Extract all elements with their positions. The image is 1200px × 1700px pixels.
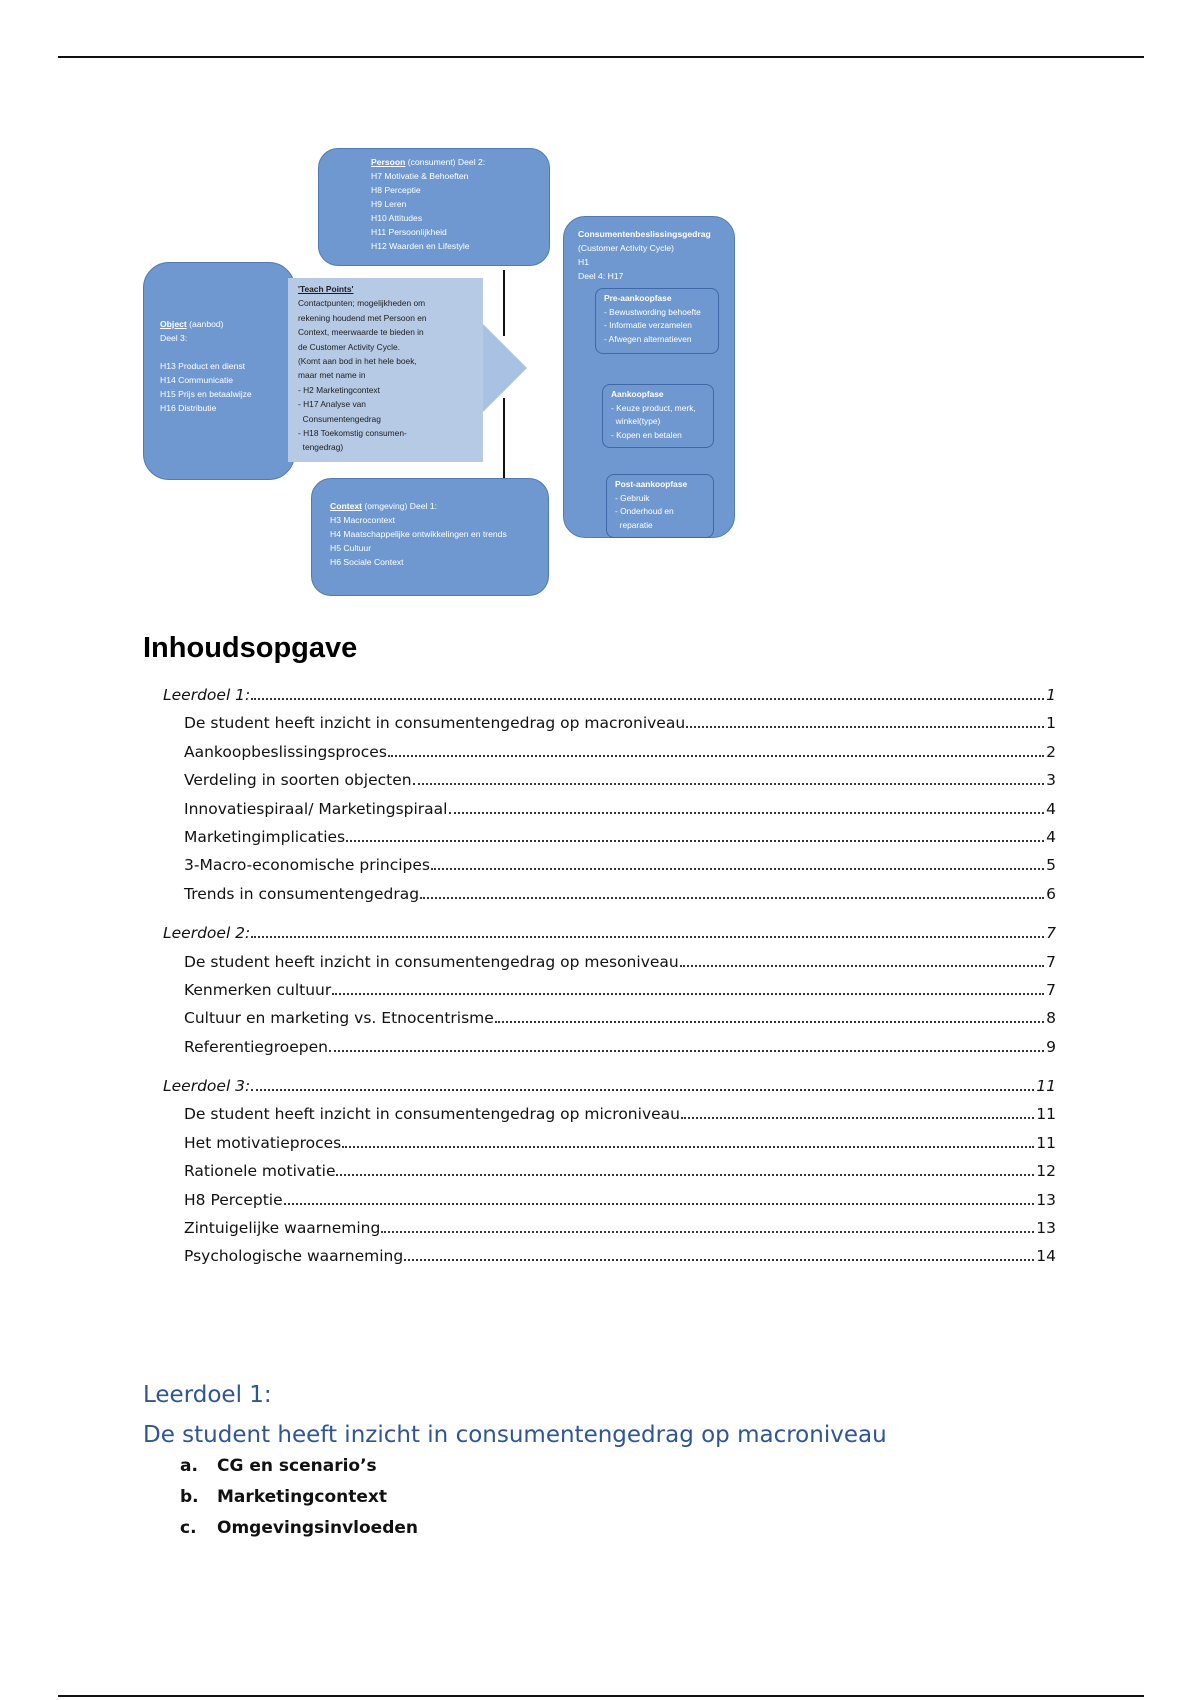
diagram-text-line: maar met name in: [298, 370, 366, 381]
list-marker: a.: [180, 1456, 198, 1476]
toc-page-number: 5: [1046, 856, 1056, 875]
diagram-text-line: H5 Cultuur: [330, 543, 372, 553]
diagram-text-line: (Customer Activity Cycle): [578, 243, 674, 253]
teach-title: 'Teach Points': [298, 284, 354, 294]
table-of-contents: [143, 686, 1056, 1276]
toc-entry-text: Leerdoel 2:: [163, 924, 251, 943]
persoon-title: Persoon: [371, 157, 406, 167]
diagram-text-line: H1: [578, 257, 589, 267]
diagram-text-line: - Gebruik: [615, 492, 650, 503]
toc-entry-text: Het motivatieproces: [184, 1133, 342, 1152]
toc-entry-text: Zintuigelijke waarneming: [184, 1219, 381, 1238]
list-text: Marketingcontext: [217, 1487, 387, 1507]
toc-page-number: 11: [1036, 1133, 1056, 1152]
toc-entry-chapter[interactable]: [143, 686, 1056, 714]
toc-entry-section[interactable]: [143, 1162, 1056, 1190]
diagram-text-line: rekening houdend met Persoon en: [298, 312, 427, 323]
toc-leader-dots: [251, 936, 1044, 938]
diagram-text-line: - Bewustwording behoefte: [604, 306, 701, 317]
toc-entry-text: 3-Macro-economische principes: [184, 856, 431, 875]
diagram-text-line: - H18 Toekomstig consumen-: [298, 428, 407, 439]
context-box: [311, 478, 549, 596]
list-text: Omgevingsinvloeden: [217, 1518, 419, 1538]
toc-entry-section[interactable]: [143, 1009, 1056, 1037]
toc-entry-section[interactable]: [143, 856, 1056, 884]
toc-entry-text: H8 Perceptie: [184, 1190, 283, 1209]
toc-leader-dots: [381, 1231, 1034, 1233]
aankoop-title: Aankoopfase: [611, 389, 664, 399]
consument-title: Consumentenbeslissingsgedrag: [578, 229, 711, 239]
toc-page-number: 11: [1036, 1077, 1056, 1096]
diagram-text-line: - Afwegen alternatieven: [604, 333, 692, 344]
toc-entry-text: Leerdoel 3:: [163, 1077, 251, 1096]
diagram-text-line: - H17 Analyse van: [298, 399, 366, 410]
teach-lines: [298, 296, 473, 454]
toc-leader-dots: [251, 698, 1044, 700]
diagram-text-line: (Komt aan bod in het hele boek,: [298, 356, 417, 367]
toc-leader-dots: [329, 1050, 1044, 1052]
toc-page-number: 4: [1046, 799, 1056, 818]
diagram-text-line: Consumentengedrag: [298, 413, 381, 424]
toc-page-number: 7: [1046, 952, 1056, 971]
diagram-text-line: Contactpunten; mogelijkheden om: [298, 298, 426, 309]
toc-page-number: 6: [1046, 884, 1056, 903]
toc-page-number: 13: [1036, 1219, 1056, 1238]
diagram-text-line: H4 Maatschappelijke ontwikkelingen en trends: [330, 529, 507, 539]
post-lines: [615, 492, 705, 533]
diagram-text-line: reparatie: [615, 519, 653, 530]
toc-entry-text: De student heeft inzicht in consumentengedrag op mesoniveau: [184, 952, 679, 971]
arrow-right-icon: [483, 324, 527, 412]
object-box: [143, 262, 295, 480]
toc-leader-dots: [284, 1203, 1035, 1205]
toc-entry-chapter[interactable]: [143, 1077, 1056, 1105]
toc-leader-dots: [332, 993, 1044, 995]
section-list: [180, 1456, 418, 1549]
diagram-text-line: Context, meerwaarde te bieden in: [298, 327, 424, 338]
diagram-text-line: - H2 Marketingcontext: [298, 384, 380, 395]
toc-leader-dots: [388, 755, 1044, 757]
toc-entry-text: Marketingimplicaties: [184, 827, 346, 846]
toc-leader-dots: [495, 1021, 1044, 1023]
list-item: [180, 1487, 418, 1518]
diagram-text-line: H9 Leren: [371, 199, 407, 209]
context-title-rest: (omgeving) Deel 1:: [362, 501, 437, 511]
toc-entry-text: Referentiegroepen: [184, 1037, 329, 1056]
toc-entry-section[interactable]: [143, 828, 1056, 856]
diagram-text-line: - Onderhoud en: [615, 506, 674, 516]
toc-page-number: 1: [1046, 686, 1056, 704]
toc-leader-dots: [413, 783, 1044, 785]
header-rule: [58, 56, 1144, 58]
toc-page-number: 3: [1046, 771, 1056, 790]
section-heading-1: Leerdoel 1:: [143, 1382, 272, 1408]
post-title: Post-aankoopfase: [615, 479, 688, 489]
list-item: [180, 1518, 418, 1549]
teach-points-box: [288, 278, 483, 462]
toc-entry-text: Verdeling in soorten objecten: [184, 771, 412, 790]
toc-page-number: 7: [1046, 980, 1056, 999]
pre-aankoopfase-box: [595, 288, 719, 354]
toc-entry-section[interactable]: [143, 1247, 1056, 1275]
context-title: Context: [330, 501, 362, 511]
object-lines: [160, 331, 284, 415]
diagram-text-line: H3 Macrocontext: [330, 515, 395, 525]
persoon-title-rest: (consument) Deel 2:: [405, 157, 486, 167]
toc-entry-text: Kenmerken cultuur: [184, 980, 332, 999]
footer-rule: [58, 1695, 1144, 1697]
diagram-text-line: H11 Persoonlijkheid: [371, 227, 447, 237]
diagram-text-line: winkel(type): [611, 416, 661, 426]
toc-entry-text: Cultuur en marketing vs. Etnocentrisme: [184, 1009, 494, 1028]
toc-entry-section[interactable]: [143, 743, 1056, 771]
toc-leader-dots: [346, 840, 1044, 842]
consument-lines: [578, 241, 720, 283]
list-item: [180, 1456, 418, 1487]
toc-page-number: 1: [1046, 714, 1056, 733]
toc-entry-text: Psychologische waarneming: [184, 1247, 404, 1266]
diagram-text-line: H10 Attitudes: [371, 213, 423, 223]
toc-entry-text: Aankoopbeslissingsproces: [184, 742, 387, 761]
diagram-text-line: H8 Perceptie: [371, 185, 421, 195]
persoon-lines: [371, 169, 539, 253]
toc-leader-dots: [342, 1146, 1034, 1148]
toc-leader-dots: [420, 897, 1044, 899]
toc-entry-section[interactable]: [143, 1105, 1056, 1133]
toc-page-number: 11: [1036, 1105, 1056, 1124]
toc-entry-text: De student heeft inzicht in consumentengedrag op microniveau: [184, 1105, 680, 1124]
toc-page-number: 9: [1046, 1037, 1056, 1056]
toc-entry-section[interactable]: [143, 800, 1056, 828]
list-marker: c.: [180, 1518, 197, 1538]
persoon-box: [318, 148, 550, 266]
toc-leader-dots: [336, 1174, 1034, 1176]
toc-leader-dots: [251, 1089, 1034, 1091]
toc-entry-section[interactable]: [143, 1038, 1056, 1066]
toc-entry-chapter[interactable]: [143, 924, 1056, 952]
diagram-text-line: H6 Sociale Context: [330, 557, 404, 567]
diagram-text-line: Deel 4: H17: [578, 271, 624, 281]
toc-page-number: 2: [1046, 742, 1056, 761]
toc-page-number: 7: [1046, 924, 1056, 943]
diagram-text-line: Deel 3:: [160, 333, 188, 343]
diagram-text-line: de Customer Activity Cycle.: [298, 341, 400, 352]
toc-entry-section[interactable]: [143, 1191, 1056, 1219]
toc-entry-section[interactable]: [143, 981, 1056, 1009]
toc-entry-section[interactable]: [143, 1134, 1056, 1162]
diagram-text-line: H16 Distributie: [160, 403, 217, 413]
toc-leader-dots: [404, 1259, 1034, 1261]
section-heading-2: De student heeft inzicht in consumentengedrag op macroniveau: [143, 1422, 887, 1448]
toc-entry-section[interactable]: [143, 714, 1056, 742]
pre-title: Pre-aankoopfase: [604, 293, 672, 303]
toc-entry-section[interactable]: [143, 953, 1056, 981]
toc-entry-section[interactable]: [143, 885, 1056, 913]
toc-page-number: 12: [1036, 1162, 1056, 1181]
diagram-text-line: H14 Communicatie: [160, 375, 234, 385]
toc-page-number: 8: [1046, 1009, 1056, 1028]
toc-entry-text: Innovatiespiraal/ Marketingspiraal: [184, 799, 448, 818]
toc-title: Inhoudsopgave: [143, 632, 358, 664]
context-lines: [330, 513, 538, 569]
diagram-text-line: - Kopen en betalen: [611, 429, 682, 440]
list-marker: b.: [180, 1487, 199, 1507]
post-aankoopfase-box: [606, 474, 714, 538]
diagram-text-line: H12 Waarden en Lifestyle: [371, 241, 470, 251]
consumer-behaviour-diagram: [143, 146, 738, 598]
diagram-text-line: - Informatie verzamelen: [604, 320, 692, 330]
toc-entry-section[interactable]: [143, 1219, 1056, 1247]
toc-entry-text: Trends in consumentengedrag: [184, 884, 420, 903]
aankoop-lines: [611, 402, 705, 443]
toc-page-number: 4: [1046, 827, 1056, 846]
toc-leader-dots: [686, 726, 1044, 728]
pre-lines: [604, 306, 710, 347]
diagram-text-line: - Keuze product, merk,: [611, 402, 696, 413]
diagram-text-line: tengedrag): [298, 442, 344, 453]
toc-entry-text: De student heeft inzicht in consumentengedrag op macroniveau: [184, 714, 686, 733]
diagram-text-line: H15 Prijs en betaalwijze: [160, 389, 252, 399]
toc-page-number: 14: [1036, 1247, 1056, 1266]
list-text: CG en scenario’s: [217, 1456, 377, 1476]
diagram-text-line: H7 Motivatie & Behoeften: [371, 171, 469, 181]
diagram-text-line: [160, 345, 284, 359]
toc-page-number: 13: [1036, 1190, 1056, 1209]
toc-leader-dots: [449, 812, 1045, 814]
toc-leader-dots: [680, 965, 1044, 967]
diagram-text-line: H13 Product en dienst: [160, 361, 246, 371]
toc-leader-dots: [681, 1117, 1034, 1119]
toc-entry-section[interactable]: [143, 771, 1056, 799]
toc-entry-text: Rationele motivatie: [184, 1162, 336, 1181]
object-title-rest: (aanbod): [186, 319, 224, 329]
object-title: Object: [160, 319, 187, 329]
aankoopfase-box: [602, 384, 714, 448]
toc-entry-text: Leerdoel 1:: [163, 686, 251, 704]
toc-leader-dots: [431, 868, 1044, 870]
